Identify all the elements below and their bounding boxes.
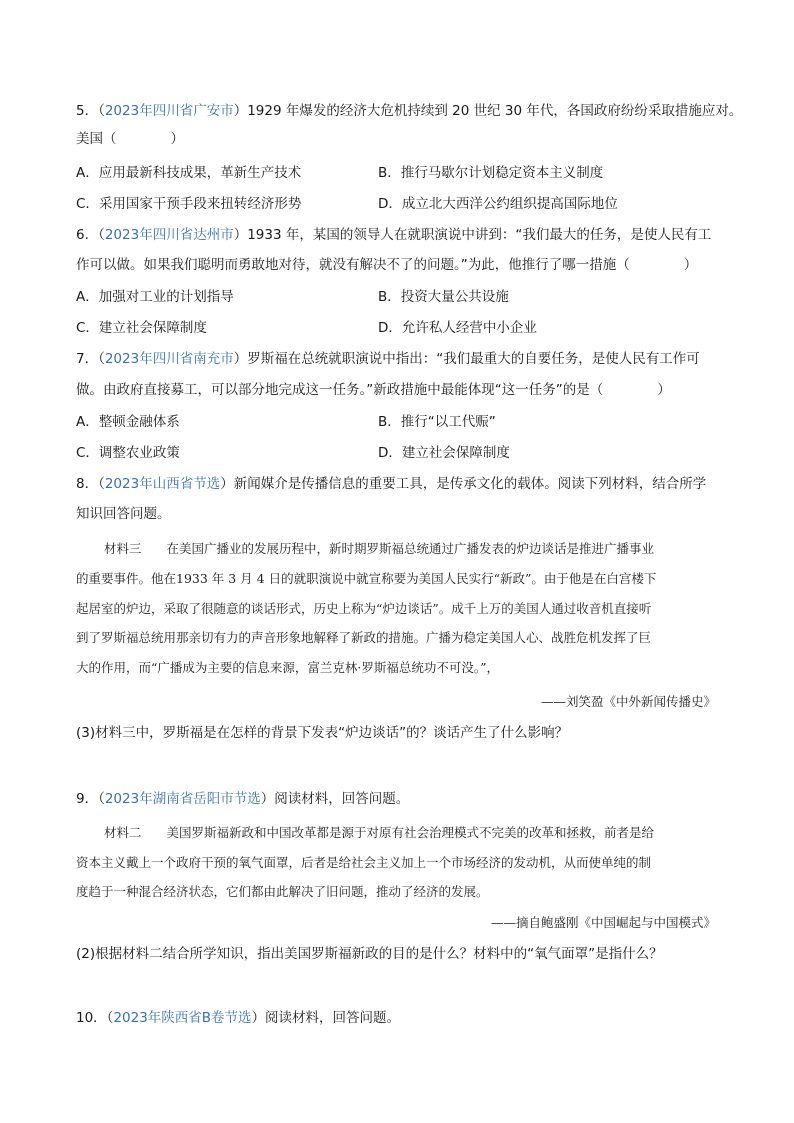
q6-stem-line2: 作可以做。如果我们聪明而勇敢地对待，就没有解决不了的问题。”为此，他推行了哪一措施（ ）	[76, 257, 698, 273]
q6-option-c: C．建立社会保障制度	[76, 320, 207, 336]
q9-stem-line1	[76, 789, 409, 809]
q9-material-line3: 度趋于一种混合经济状态，它们都由此解决了旧问题，推动了经济的发展。	[76, 884, 489, 899]
q8-citation: ——刘笑盈《中外新闻传播史》	[540, 694, 716, 709]
q6-number: 6．（	[76, 227, 105, 243]
q5-stem-line1	[76, 101, 742, 121]
q6-stem-line1	[76, 225, 711, 245]
q5-option-a: A．应用最新科技成果，革新生产技术	[76, 165, 302, 181]
q7-option-c: C．调整农业政策	[76, 445, 180, 461]
q7-option-a: A．整顿金融体系	[76, 414, 180, 430]
q8-stem-line2: 知识回答问题。	[76, 506, 171, 522]
q5-option-c: C．采用国家干预手段来扭转经济形势	[76, 196, 302, 212]
q8-stem-text: ）新闻媒介是传播信息的重要工具，是传承文化的载体。阅读下列材料，结合所学	[220, 476, 707, 492]
q5-stem-text: ）1929 年爆发的经济大危机持续到 20 世纪 30 年代，各国政府纷纷采取措施应对。	[233, 103, 743, 119]
q10-stem-text: ）阅读材料，回答问题。	[251, 1010, 401, 1026]
q5-number: 5．（	[76, 103, 105, 119]
q8-material-line5: 大的作用，而“广播成为主要的信息来源，富兰克林·罗斯福总统功不可没。”，	[76, 660, 500, 675]
q7-stem-text: ）罗斯福在总统就职演说中指出：“我们最重大的自要任务，是使人民有工作可	[233, 351, 700, 367]
q8-material-line3: 起居室的炉边，采取了很随意的谈话形式，历史上称为“炉边谈话”。成千上万的美国人通过收音机直接听	[76, 601, 652, 616]
q9-number: 9．（	[76, 791, 105, 807]
q7-number: 7．（	[76, 351, 105, 367]
q5-source: 2023年四川省广安市	[104, 103, 234, 119]
q7-source: 2023年四川省南充市	[104, 351, 234, 367]
q9-material-line1: 材料二 美国罗斯福新政和中国改革都是源于对原有社会治理模式不完美的改革和拯救，前者是给	[104, 825, 655, 840]
q8-material-line4: 到了罗斯福总统用那亲切有力的声音形象地解释了新政的措施。广播为稳定美国人心、战胜危机发挥了巨	[76, 630, 652, 645]
q8-material-line2: 的重要事件。他在1933 年 3 月 4 日的就职演说中就宣称要为美国人民实行“新政”。由于他是在白宫楼下	[76, 571, 657, 586]
q7-option-d: D．建立社会保障制度	[378, 445, 510, 461]
q10-number: 10．（	[76, 1010, 114, 1026]
q8-source: 2023年山西省节选	[104, 476, 221, 492]
q6-option-d: D．允许私人经营中小企业	[378, 320, 537, 336]
q6-option-b: B．投资大量公共设施	[378, 289, 509, 305]
q6-stem-text: ）1933 年，某国的领导人在就职演说中讲到：“我们最大的任务，是使人民有工	[233, 227, 712, 243]
q9-source: 2023年湖南省岳阳市节选	[104, 791, 261, 807]
q7-stem-line2: 做。由政府直接募工，可以部分地完成这一任务。”新政措施中最能体现“这一任务”的是（ ）	[76, 382, 671, 398]
q9-material-line2: 资本主义戴上一个政府干预的氧气面罩，后者是给社会主义加上一个市场经济的发动机，从而使单纯的制	[76, 855, 652, 870]
q9-citation: ——摘自鲍盛刚《中国崛起与中国模式》	[490, 915, 716, 930]
q9-stem-text: ）阅读材料，回答问题。	[260, 791, 410, 807]
q8-number: 8．（	[76, 476, 105, 492]
q5-option-d: D．成立北大西洋公约组织提高国际地位	[378, 196, 618, 212]
q8-stem-line1	[76, 474, 706, 494]
q7-option-b: B．推行“以工代赈”	[378, 414, 496, 430]
q8-subquestion: (3)材料三中，罗斯福是在怎样的背景下发表“炉边谈话”的？谈话产生了什么影响？	[76, 725, 569, 741]
q7-stem-line1	[76, 349, 700, 369]
q6-source: 2023年四川省达州市	[104, 227, 234, 243]
q10-stem-line1	[76, 1008, 400, 1028]
q5-option-b: B．推行马歇尔计划稳定资本主义制度	[378, 165, 604, 181]
q9-subquestion: (2)根据材料二结合所学知识，指出美国罗斯福新政的目的是什么？材料中的“氧气面罩”是指什么？	[76, 946, 663, 962]
q10-source: 2023年陕西省B卷节选	[113, 1010, 252, 1026]
q6-option-a: A．加强对工业的计划指导	[76, 289, 234, 305]
q5-stem-line2: 美国（ ）	[76, 131, 184, 147]
q8-material-line1: 材料三 在美国广播业的发展历程中，新时期罗斯福总统通过广播发表的炉边谈话是推进广播事业	[104, 541, 655, 556]
